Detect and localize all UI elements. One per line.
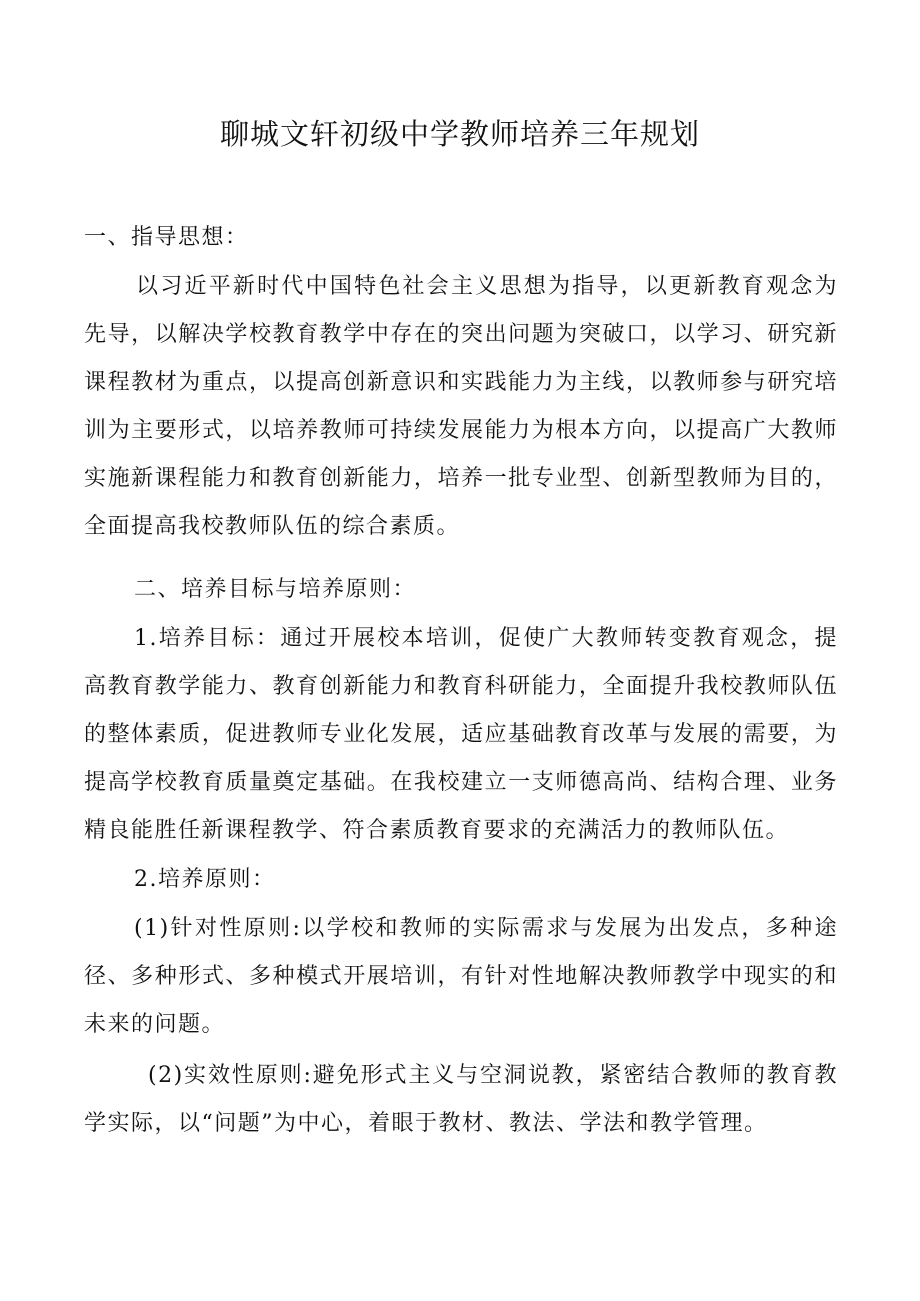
goal-paragraph: 1.培养目标：通过开展校本培训，促使广大教师转变教育观念，提高教育教学能力、教育创新能力和教育科研能力，全面提升我校教师队伍的整体素质，促进教师专业化发展，适应基础教育改革与发展的需要，为提高学校教育质量奠定基础。在我校建立一支师德高尚、结构合理、业务精良能胜任新课程教学、符合素质教育要求的充满活力的教师队伍。 — [84, 626, 838, 843]
principle-1-paragraph: (1)针对性原则:以学校和教师的实际需求与发展为出发点，多种途径、多种形式、多种模式开展培训，有针对性地解决教师教学中现实的和未来的问题。 — [84, 916, 838, 1037]
document-title: 聊城文轩初级中学教师培养三年规划 — [219, 117, 700, 151]
section2-heading: 二、培养目标与培养原则： — [134, 577, 417, 602]
principle-2-paragraph: (2)实效性原则:避免形式主义与空洞说教，紧密结合教师的教育教学实际，以“问题”为中心，着眼于教材、教法、学法和教学管理。 — [84, 1063, 838, 1136]
principles-heading: 2.培养原则： — [134, 867, 276, 892]
section1-paragraph: 以习近平新时代中国特色社会主义思想为指导，以更新教育观念为先导，以解决学校教育教学中存在的突出问题为突破口，以学习、研究新课程教材为重点，以提高创新意识和实践能力为主线，以教师参与研究培训为主要形式，以培养教师可持续发展能力为根本方向，以提高广大教师实施新课程能力和教育创新能力，培养一批专业型、创新型教师为目的，全面提高我校教师队伍的综合素质。 — [84, 274, 838, 539]
section1-heading: 一、指导思想： — [84, 225, 249, 250]
